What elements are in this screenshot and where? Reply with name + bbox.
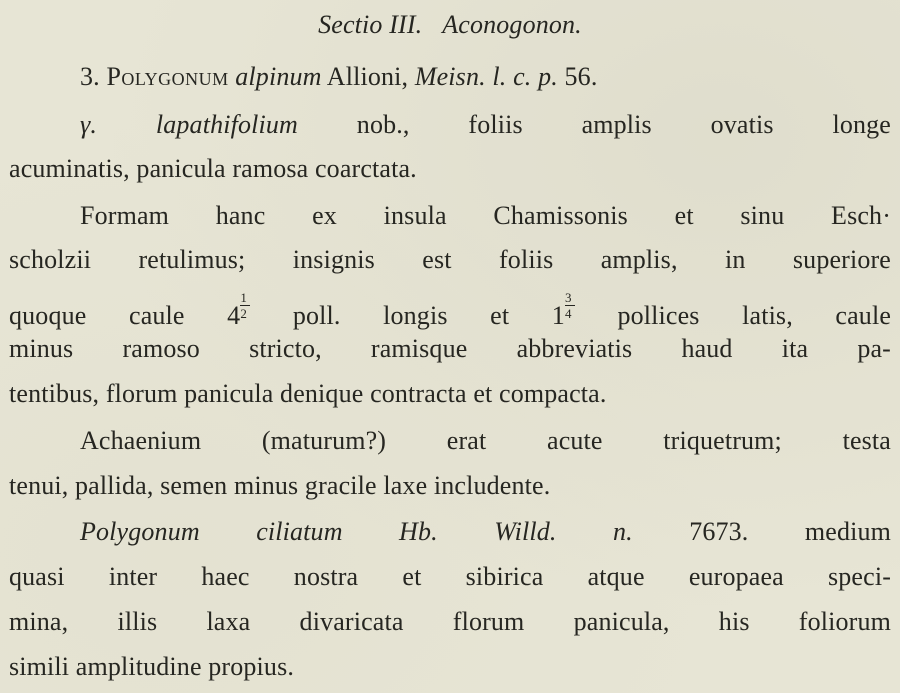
para2-line-2 [9, 473, 891, 499]
genus-name: Polygonum [106, 62, 229, 91]
para1-text-3c: pollices latis, caule [574, 301, 892, 330]
section-word: Sectio [318, 10, 383, 39]
para3-text-4: simili amplitudine propius. [9, 652, 294, 681]
fraction-three-quarters-denominator: 4 [564, 306, 572, 321]
para1-line-4 [9, 336, 891, 362]
variety-line-1 [80, 112, 891, 138]
para1-text-5: tentibus, florum panicula denique contracta et compacta. [9, 379, 607, 408]
variety-line-2 [9, 156, 891, 182]
fraction-half [240, 291, 250, 320]
para2-line-1 [80, 428, 891, 454]
para3-line-3 [9, 609, 891, 635]
para1-text-2: scholzii retulimus; insignis est foliis amplis, in superiore [9, 245, 891, 274]
para3-line-4 [9, 654, 891, 680]
para3-line-2 [9, 564, 891, 590]
species-epithet: alpinum [235, 62, 322, 91]
para1-line-1 [80, 203, 891, 229]
para1-text-3b: poll. longis et 1 [250, 301, 565, 330]
para1-line-5 [9, 381, 891, 407]
para1-text-1: Formam hanc ex insula Chamissonis et sinu Esch· [80, 201, 891, 230]
para3-text-1: 7673. medium [689, 517, 891, 546]
species-number: 3. [80, 62, 100, 91]
variety-text-1: nob., foliis amplis ovatis longe [356, 110, 891, 139]
section-heading [0, 12, 900, 38]
para1-line-2 [9, 247, 891, 273]
section-name: Aconogonon. [442, 10, 582, 39]
fraction-half-numerator: 1 [240, 291, 250, 306]
para3-text-2: quasi inter haec nostra et sibirica atque europaea speci- [9, 562, 891, 591]
species-line [80, 64, 880, 90]
para1-text-4: minus ramoso stricto, ramisque abbreviatis haud ita pa- [9, 334, 891, 363]
para1-line-3 [9, 291, 891, 329]
para3-text-3: mina, illis laxa divaricata florum panicula, his foliorum [9, 607, 891, 636]
fraction-three-quarters-numerator: 3 [565, 291, 575, 306]
variety-name: γ. lapathifolium [80, 110, 298, 139]
species-reference: Meisn. l. c. p. [414, 62, 558, 91]
para3-taxon-reference: Polygonum ciliatum Hb. Willd. n. [80, 517, 633, 546]
para1-text-3a: quoque caule 4 [9, 301, 241, 330]
species-author: Allioni, [326, 62, 409, 91]
fraction-half-denominator: 2 [240, 306, 247, 321]
para2-text-2: tenui, pallida, semen minus gracile laxe includente. [9, 471, 551, 500]
species-reference-page: 56. [564, 62, 598, 91]
para3-line-1 [80, 519, 891, 545]
fraction-three-quarters [565, 291, 575, 320]
section-numeral: III. [389, 10, 423, 39]
para2-text-1: Achaenium (maturum?) erat acute triquetrum; testa [80, 426, 891, 455]
variety-text-2: acuminatis, panicula ramosa coarctata. [9, 154, 417, 183]
